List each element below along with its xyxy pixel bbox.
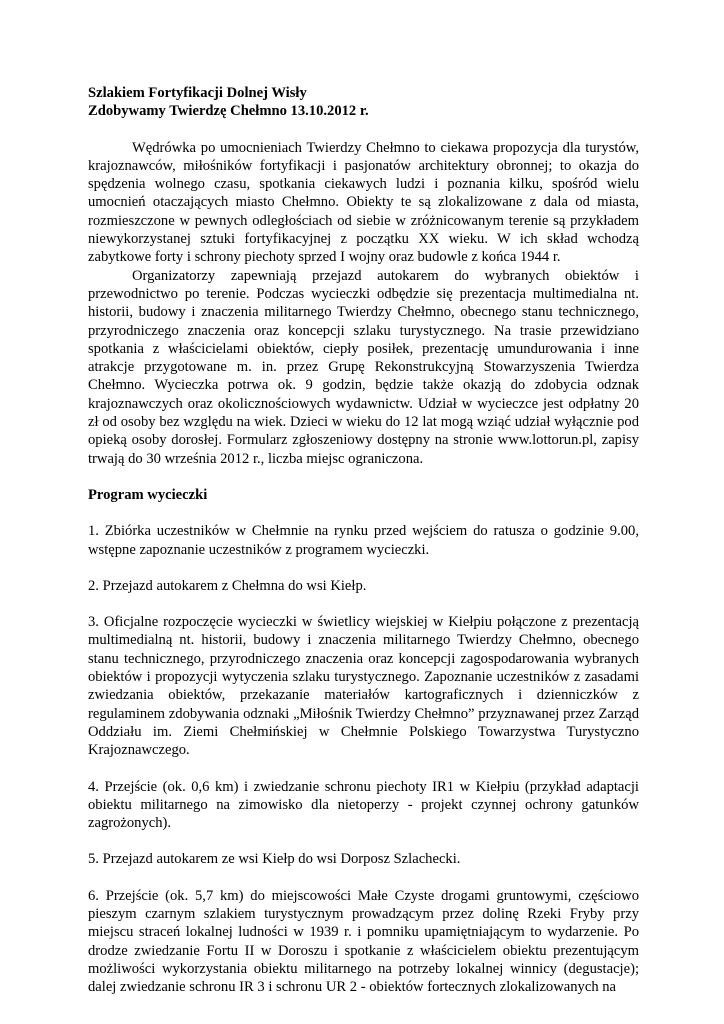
document-page bbox=[88, 76, 639, 996]
document-subtitle: Zdobywamy Twierdzę Chełmno 13.10.2012 r. bbox=[88, 103, 369, 120]
intro-paragraph: Wędrówka po umocnieniach Twierdzy Chełmno to ciekawa propozycja dla turystów, krajoznawców, miłośników fortyfikacji i pasjonatów architektury obronnej; to okazja do spędzenia wolnego czasu, spotkania ciekawych ludzi i poznania kilku, spośród wielu umocnień otaczających miasto Chełmno. Obiekty te są zlokalizowane z dala od miasta, rozmieszczone w pewnych odległościach od siebie w zróżnicowanym terenie są przykładem niewykorzystanej sztuki fortyfikacyjnej z początku XX wieku. W ich skład wchodzą zabytkowe forty i schrony piechoty sprzed I wojny oraz budowle z końca 1944 r. bbox=[88, 139, 639, 266]
organization-paragraph: Organizatorzy zapewniają przejazd autokarem do wybranych obiektów i przewodnictwo po terenie. Podczas wycieczki odbędzie się prezentacja multimedialna nt. historii, budowy i znaczenia militarnego Twierdzy Chełmno, obecnego stanu technicznego, przyrodniczego znaczenia oraz koncepcji szlaku turystycznego. Na trasie przewidziano spotkania z właścicielami obiektów, ciepły posiłek, prezentację umundurowania i inne atrakcje przygotowane m. in. przez Grupę Rekonstrukcyjną Stowarzyszenia Twierdza Chełmno. Wycieczka potrwa ok. 9 godzin, będzie także okazją do zdobycia odznak krajoznawczych oraz okolicznościowych wydawnictw. Udział w wycieczce jest odpłatny 20 zł od osoby bez względu na wiek. Dzieci w wieku do 12 lat mogą wziąć udział wyłącznie pod opieką osoby dorosłej. Formularz zgłoszeniowy dostępny na stronie www.lottorun.pl, zapisy trwają do 30 września 2012 r., liczba miejsc ograniczona. bbox=[88, 267, 639, 467]
program-item: 6. Przejście (ok. 5,7 km) do miejscowości Małe Czyste drogami gruntowymi, częściowo pieszym czarnym szlakiem turystycznym prowadzącym przez dolinę Rzeki Fryby przy miejscu straceń lokalnej ludności w 1939 r. i pomniku upamiętniającym to wydarzenie. Po drodze zwiedzanie Fortu II w Doroszu i spotkanie z właścicielem obiektu prezentującym możliwości wykorzystania obiektu militarnego na potrzeby lokalnej winnicy (degustacje); dalej zwiedzanie schronu IR 3 i schronu UR 2 - obiektów fortecznych zlokalizowanych na bbox=[88, 887, 639, 996]
program-item: 5. Przejazd autokarem ze wsi Kiełp do wsi Dorposz Szlachecki. bbox=[88, 851, 461, 868]
program-item: 1. Zbiórka uczestników w Chełmnie na rynku przed wejściem do ratusza o godzinie 9.00, wstępne zapoznanie uczestników z programem wycieczki. bbox=[88, 523, 639, 558]
program-item: 2. Przejazd autokarem z Chełmna do wsi Kiełp. bbox=[88, 577, 367, 594]
document-title-block bbox=[88, 84, 639, 121]
program-item: 4. Przejście (ok. 0,6 km) i zwiedzanie schronu piechoty IR1 w Kiełpiu (przykład adaptacji obiektu militarnego na zimowisko dla nietoperzy - projekt czynnej ochrony gatunków zagrożonych). bbox=[88, 778, 639, 832]
program-heading: Program wycieczki bbox=[88, 486, 208, 503]
program-item: 3. Oficjalne rozpoczęcie wycieczki w świetlicy wiejskiej w Kiełpiu połączone z prezentacją multimedialną nt. historii, budowy i znaczenia militarnego Twierdzy Chełmno, obecnego stanu technicznego, przyrodniczego znaczenia oraz koncepcji zagospodarowania wybranych obiektów i propozycji wytyczenia szlaku turystycznego. Zapoznanie uczestników z zasadami zwiedzania obiektów, przekazanie materiałów kartograficznych i dzienniczków z regulaminem zdobywania odznaki „Miłośnik Twierdzy Chełmno” przyznawanej przez Zarząd Oddziału im. Ziemi Chełmińskiej w Chełmnie Polskiego Towarzystwa Turystyczno Krajoznawczego. bbox=[88, 614, 639, 759]
document-title: Szlakiem Fortyfikacji Dolnej Wisły bbox=[88, 85, 307, 101]
program-list bbox=[88, 522, 639, 996]
